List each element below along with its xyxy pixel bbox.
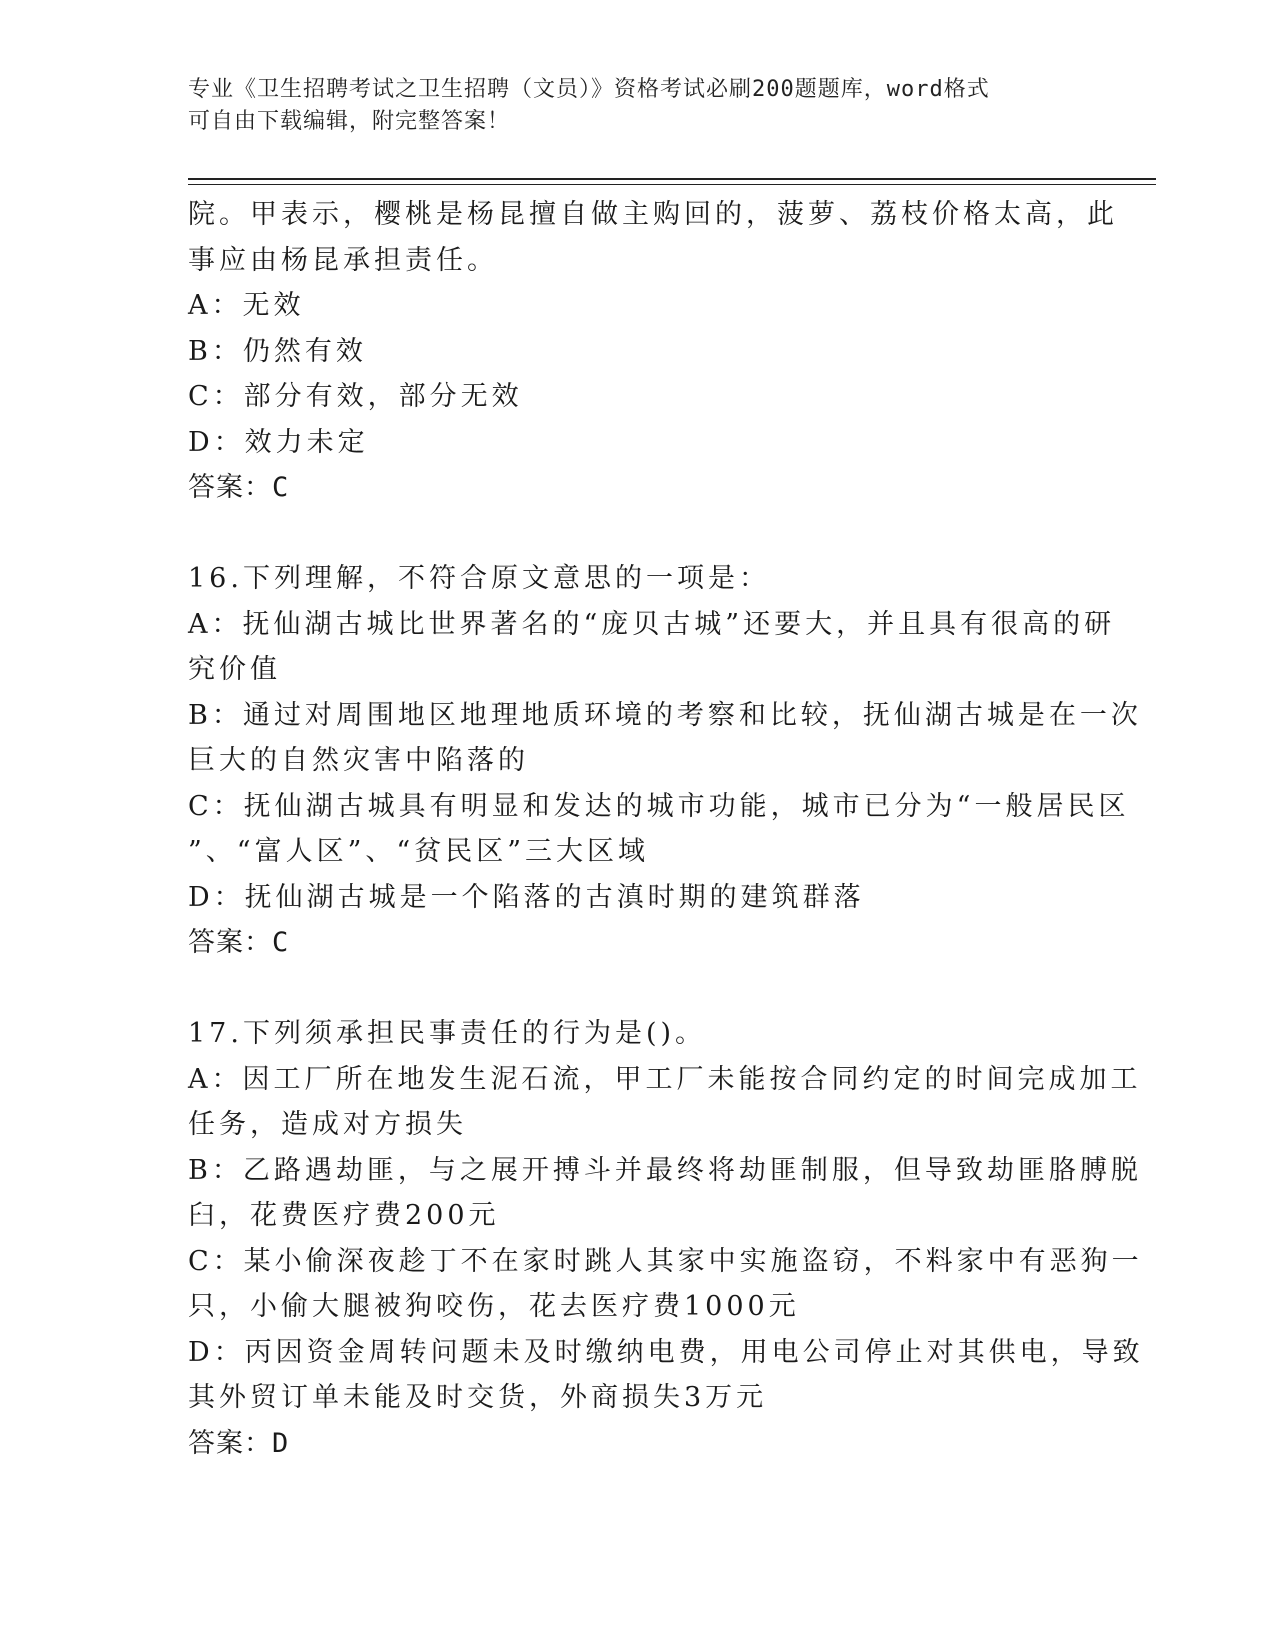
option-b-cont: 臼，花费医疗费200元	[188, 1200, 500, 1231]
question-stem-line: 事应由杨昆承担责任。	[188, 244, 498, 276]
question-stem: 17.下列须承担民事责任的行为是()。	[188, 1018, 707, 1049]
spacer	[188, 511, 1088, 557]
option-c: C：某小偷深夜趁丁不在家时跳人其家中实施盗窃，不料家中有恶狗一	[188, 1245, 1143, 1277]
question-15-continued	[188, 192, 1118, 511]
answer-label: 答案：C	[188, 472, 290, 503]
option-a: A：因工厂所在地发生泥石流，甲工厂未能按合同约定的时间完成加工	[188, 1063, 1142, 1095]
question-stem: 16.下列理解，不符合原文意思的一项是：	[188, 563, 770, 594]
header-divider-thick	[188, 178, 1156, 180]
option-a-cont: 究价值	[188, 654, 281, 685]
answer-label: 答案：D	[188, 1427, 290, 1459]
option-c: C：抚仙湖古城具有明显和发达的城市功能，城市已分为“一般居民区	[188, 790, 1130, 822]
question-content	[188, 192, 1144, 1466]
option-a: A：抚仙湖古城比世界著名的“庞贝古城”还要大，并且具有很高的研	[188, 608, 1116, 640]
option-d: D：效力未定	[188, 426, 369, 458]
option-d: D：抚仙湖古城是一个陷落的古滇时期的建筑群落	[188, 881, 865, 913]
option-b: B：仍然有效	[188, 335, 367, 367]
question-stem-line: 院。甲表示，樱桃是杨昆擅自做主购回的，菠萝、荔枝价格太高，此	[188, 199, 1118, 230]
header-line-1: 专业《卫生招聘考试之卫生招聘（文员）》资格考试必刷200题题库，word格式	[188, 77, 990, 102]
option-d: D：丙因资金周转问题未及时缴纳电费，用电公司停止对其供电，导致	[188, 1336, 1144, 1368]
option-d-cont: 其外贸订单未能及时交货，外商损失3万元	[188, 1382, 768, 1413]
option-c-cont: 只，小偷大腿被狗咬伤，花去医疗费1000元	[188, 1291, 800, 1322]
header-line-2: 可自由下载编辑，附完整答案！	[188, 109, 511, 134]
option-c-cont: ”、“富人区”、“贫民区”三大区域	[188, 836, 650, 867]
header-divider-thin	[188, 184, 1156, 185]
option-b: B：乙路遇劫匪，与之展开搏斗并最终将劫匪制服，但导致劫匪胳膊脱	[188, 1154, 1142, 1186]
option-a: A：无效	[188, 290, 305, 321]
option-a-cont: 任务，造成对方损失	[188, 1109, 467, 1140]
question-16	[188, 556, 1142, 966]
spacer	[188, 966, 1088, 1012]
answer-label: 答案：C	[188, 927, 290, 958]
option-c: C：部分有效，部分无效	[188, 381, 523, 412]
document-header	[188, 74, 1068, 138]
question-17	[188, 1011, 1144, 1466]
option-b: B：通过对周围地区地理地质环境的考察和比较，抚仙湖古城是在一次	[188, 699, 1142, 731]
option-b-cont: 巨大的自然灾害中陷落的	[188, 745, 529, 776]
